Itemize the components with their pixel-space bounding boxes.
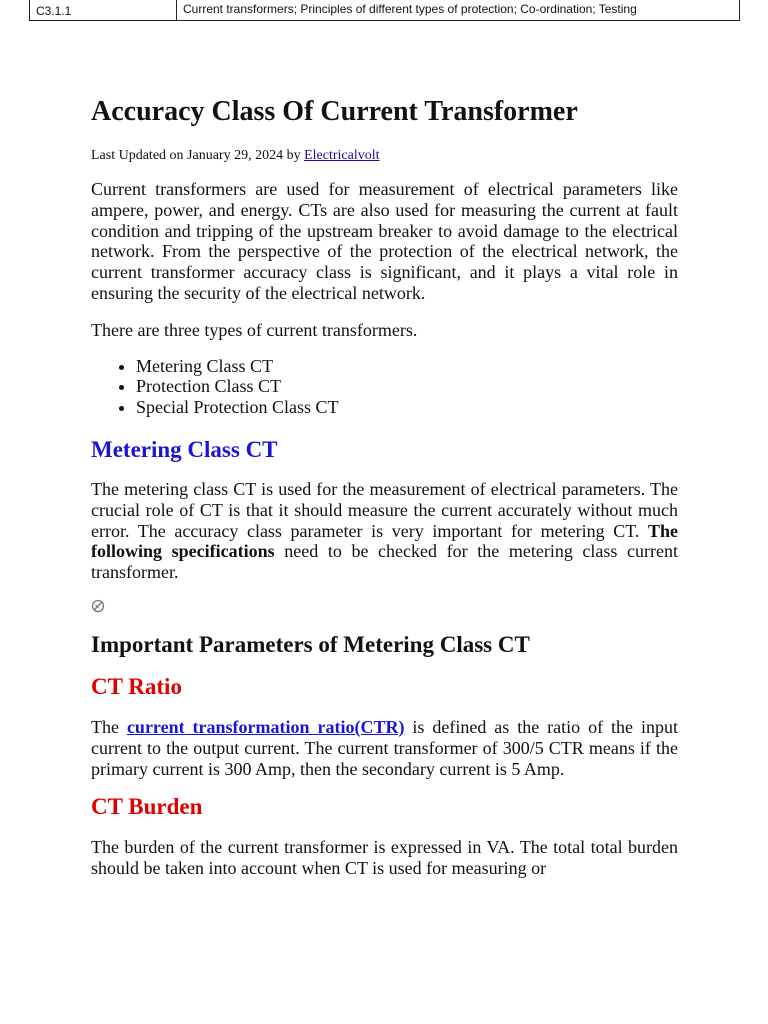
metering-bold-text: The following specifications — [91, 520, 678, 562]
types-intro: There are three types of current transformers. — [91, 319, 418, 340]
metering-tail-text: need to be checked for the metering class current transformer. — [91, 541, 679, 583]
broken-image-icon — [91, 599, 678, 619]
ct-ratio-heading: CT Ratio — [91, 673, 182, 699]
intro-paragraph: Current transformers are used for measurement of electrical parameters like ampere, power, and energy. CTs are also used for measuring the current at fault condition and tripping of the upstream breaker to avoid damage to the electrical network. From the perspective of the protection of the electrical network, the current transformer accuracy class is significant, and it plays a vital role in ensuring the security of the electrical network. — [91, 179, 678, 303]
list-item: • Protection Class CT — [136, 376, 678, 397]
ratio-post-text: is defined as the ratio of the input current to the output current. The current transformer of 300/5 CTR means if the primary current is 300 Amp, then the secondary current is 5 Amp. — [91, 716, 679, 779]
ct-ratio-paragraph — [91, 717, 678, 779]
ct-burden-heading: CT Burden — [91, 794, 203, 820]
ctr-link[interactable]: current transformation ratio(CTR) — [126, 716, 405, 737]
author-link[interactable]: Electricalvolt — [304, 148, 380, 163]
ct-types-list — [91, 356, 678, 418]
metering-paragraph — [91, 479, 678, 583]
ct-burden-paragraph: The burden of the current transformer is expressed in VA. The total total burden should be taken into account when CT is used for measuring or — [91, 837, 678, 879]
params-heading: Important Parameters of Metering Class CT — [91, 631, 530, 657]
article-body — [91, 96, 678, 879]
metering-heading: Metering Class CT — [91, 436, 278, 462]
section-code: C3.1.1 — [30, 0, 177, 20]
ratio-pre-text: The — [91, 716, 127, 737]
list-item: • Metering Class CT — [136, 356, 678, 377]
section-topic: Current transformers; Principles of different types of protection; Co-ordination; Testing — [183, 2, 637, 16]
article-meta — [91, 147, 678, 165]
page-title: Accuracy Class Of Current Transformer — [91, 96, 578, 127]
list-item: • Special Protection Class CT — [136, 397, 678, 418]
document-header — [29, 0, 740, 21]
meta-updated-text: Last Updated on January 29, 2024 by — [91, 148, 305, 163]
metering-text: The metering class CT is used for the measurement of electrical parameters. The crucial role of CT is that it should measure the current accurately without much error. The accuracy class parameter is very important for metering CT. — [91, 478, 678, 541]
